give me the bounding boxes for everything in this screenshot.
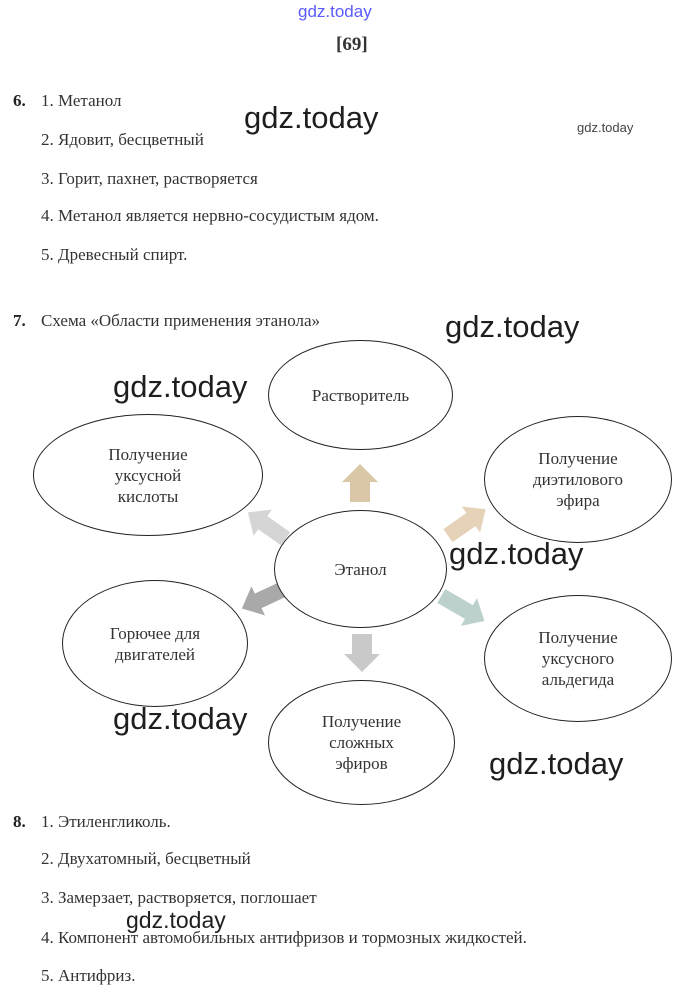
task-6-item: 2. Ядовит, бесцветный: [41, 130, 204, 149]
watermark: gdz.today: [244, 100, 379, 135]
node-text: уксусного: [541, 649, 615, 668]
task-7-title: Схема «Области применения этанола»: [41, 311, 321, 330]
node-text: Этанол: [334, 559, 387, 579]
task-8-item: 1. Этиленгликоль.: [41, 812, 171, 831]
node-ethanol: [274, 510, 447, 628]
node-text: кислоты: [117, 486, 179, 506]
node-text: эфира: [556, 491, 600, 510]
watermark: gdz.today: [113, 369, 248, 404]
task-7-number: 7.: [13, 311, 26, 330]
arrow-down: [344, 634, 380, 672]
task-6-item: 3. Горит, пахнет, растворяется: [41, 169, 258, 188]
watermark: gdz.today: [113, 701, 248, 736]
task-6-number: 6.: [13, 91, 26, 110]
node-text: Получение: [321, 712, 402, 731]
node-esters: [268, 680, 455, 805]
node-fuel: [62, 580, 248, 707]
node-text: эфиров: [335, 754, 388, 773]
task-8-item: 3. Замерзает, растворяется, поглошает: [41, 888, 317, 907]
node-text: двигателей: [115, 644, 195, 664]
task-6-item: 1. Метанол: [41, 91, 122, 110]
node-acetic-acid: [33, 414, 263, 536]
watermark-small: gdz.today: [577, 120, 634, 135]
watermark: gdz.today: [445, 309, 580, 344]
task-8-number: 8.: [13, 812, 26, 831]
node-text: Получение: [538, 628, 618, 647]
task-6-item: 4. Метанол является нервно-сосудистым ядом.: [41, 206, 379, 225]
page-number: [69]: [336, 34, 368, 55]
task-8-item: 2. Двухатомный, бесцветный: [41, 849, 251, 868]
task-6-item: 5. Древесный спирт.: [41, 245, 188, 264]
node-diethyl-ether: [484, 416, 672, 543]
node-text: Горючее для: [109, 623, 201, 643]
watermark-top: gdz.today: [298, 2, 372, 21]
node-acetaldehyde: [484, 595, 672, 722]
node-text: Растворитель: [311, 385, 410, 405]
arrow-down-right: [433, 582, 492, 635]
node-text: уксусной: [114, 465, 182, 485]
node-text: альдегида: [541, 670, 615, 689]
task-8-item: 5. Антифриз.: [41, 966, 136, 985]
arrow-to-top: [342, 464, 378, 502]
arrow-to-bottom: [344, 634, 380, 672]
task-8-item: 4. Компонент автомобильных антифризов и тормозных жидкостей.: [41, 928, 527, 947]
watermark: gdz.today: [126, 907, 226, 933]
node-text: Получение: [538, 449, 618, 468]
arrow-up: [342, 464, 378, 502]
node-text: Получение: [108, 444, 188, 464]
node-text: сложных: [329, 733, 394, 752]
arrow-to-lower-right: [433, 582, 492, 635]
node-solvent: [268, 340, 453, 450]
node-text: диэтилового: [532, 470, 623, 489]
watermark: gdz.today: [449, 536, 584, 571]
watermark: gdz.today: [489, 746, 624, 781]
